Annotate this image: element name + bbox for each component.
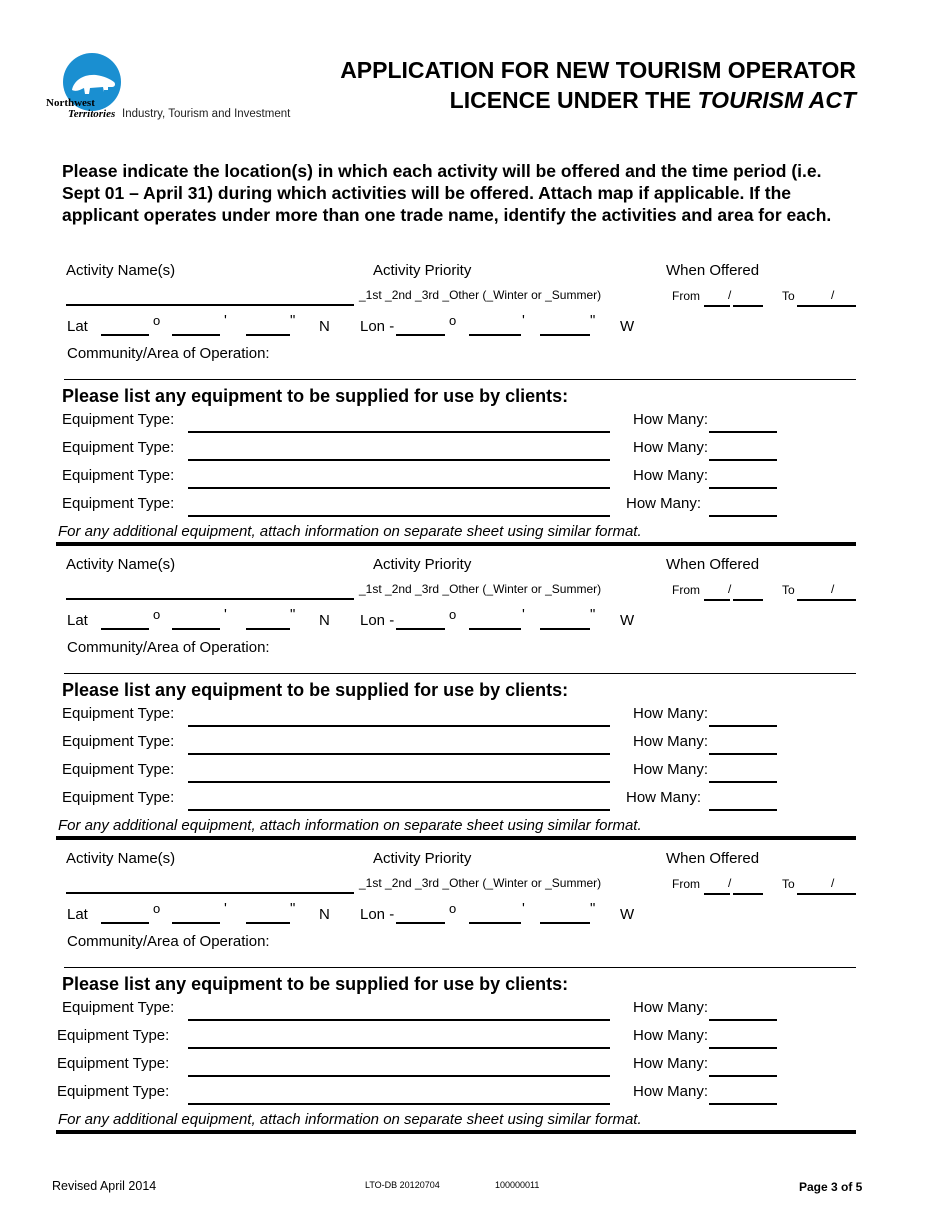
how-many-field[interactable] xyxy=(709,431,777,433)
activity-names-label: Activity Name(s) xyxy=(66,850,176,867)
lat-label: Lat xyxy=(67,906,88,923)
page-title-line2: LICENCE UNDER THE TOURISM ACT xyxy=(449,87,856,113)
equipment-type-field[interactable] xyxy=(188,781,610,783)
north-label: N xyxy=(319,906,330,923)
from-month-field[interactable] xyxy=(704,305,730,307)
lon-minute-symbol: ' xyxy=(522,312,525,329)
lat-minute-symbol: ' xyxy=(224,606,227,623)
community-label: Community/Area of Operation: xyxy=(67,639,270,656)
section-divider xyxy=(64,379,856,380)
lat-seconds-field[interactable] xyxy=(246,334,290,336)
lon-seconds-field[interactable] xyxy=(540,628,590,630)
when-offered-label: When Offered xyxy=(666,262,760,279)
equipment-type-label: Equipment Type: xyxy=(62,789,175,806)
how-many-field[interactable] xyxy=(709,753,777,755)
lat-degrees-field[interactable] xyxy=(101,628,149,630)
lat-degrees-field[interactable] xyxy=(101,922,149,924)
lon-second-symbol: " xyxy=(590,900,596,917)
equipment-type-label: Equipment Type: xyxy=(57,1083,170,1100)
activity-names-label: Activity Name(s) xyxy=(66,556,176,573)
equipment-type-field[interactable] xyxy=(188,753,610,755)
lat-minute-symbol: ' xyxy=(224,312,227,329)
form-code: LTO-DB 20120704 xyxy=(365,1180,440,1190)
equipment-type-field[interactable] xyxy=(188,1047,610,1049)
from-day-field[interactable] xyxy=(733,599,763,601)
equipment-type-field[interactable] xyxy=(188,459,610,461)
how-many-field[interactable] xyxy=(709,809,777,811)
lon-seconds-field[interactable] xyxy=(540,922,590,924)
how-many-label: How Many: xyxy=(633,1083,709,1100)
logo-text-territories: Territories xyxy=(68,108,116,120)
how-many-label: How Many: xyxy=(633,439,709,456)
activity-priority-label: Activity Priority xyxy=(373,556,472,573)
from-slash: / xyxy=(728,288,732,302)
to-month-field[interactable] xyxy=(797,599,833,601)
lat-second-symbol: " xyxy=(290,606,296,623)
logo xyxy=(44,52,304,128)
lat-degree-symbol: o xyxy=(153,313,161,328)
how-many-label: How Many: xyxy=(626,789,702,806)
west-label: W xyxy=(620,318,635,335)
how-many-label: How Many: xyxy=(633,1055,709,1072)
how-many-field[interactable] xyxy=(709,1047,777,1049)
to-slash: / xyxy=(831,288,835,302)
lon-seconds-field[interactable] xyxy=(540,334,590,336)
additional-equipment-note: For any additional equipment, attach information on separate sheet using similar format. xyxy=(58,523,642,540)
activity-priority-options: _1st _2nd _3rd _Other (_Winter or _Summer) xyxy=(359,288,602,302)
lat-label: Lat xyxy=(67,612,88,629)
equipment-heading: Please list any equipment to be supplied for use by clients: xyxy=(62,386,569,406)
equipment-type-label: Equipment Type: xyxy=(62,467,175,484)
equipment-type-label: Equipment Type: xyxy=(62,495,175,512)
equipment-type-field[interactable] xyxy=(188,725,610,727)
west-label: W xyxy=(620,906,635,923)
to-month-field[interactable] xyxy=(797,305,833,307)
equipment-type-field[interactable] xyxy=(188,515,610,517)
from-slash: / xyxy=(728,876,732,890)
west-label: W xyxy=(620,612,635,629)
revised-date: Revised April 2014 xyxy=(52,1179,157,1193)
from-month-field[interactable] xyxy=(704,599,730,601)
to-label: To xyxy=(782,877,795,891)
to-label: To xyxy=(782,289,795,303)
lon-degree-symbol: o xyxy=(449,607,457,622)
lon-label: Lon - xyxy=(360,612,395,629)
equipment-type-field[interactable] xyxy=(188,1103,610,1105)
how-many-field[interactable] xyxy=(709,1075,777,1077)
north-label: N xyxy=(319,318,330,335)
how-many-label: How Many: xyxy=(633,999,709,1016)
from-day-field[interactable] xyxy=(733,305,763,307)
lat-seconds-field[interactable] xyxy=(246,628,290,630)
activity-priority-label: Activity Priority xyxy=(373,850,472,867)
equipment-type-field[interactable] xyxy=(188,487,610,489)
lon-minutes-field[interactable] xyxy=(469,922,521,924)
activity-names-label: Activity Name(s) xyxy=(66,262,176,279)
lon-minute-symbol: ' xyxy=(522,900,525,917)
equipment-heading: Please list any equipment to be supplied for use by clients: xyxy=(62,974,569,994)
section-end-divider xyxy=(56,542,856,546)
lon-degree-symbol: o xyxy=(449,313,457,328)
how-many-field[interactable] xyxy=(709,725,777,727)
lon-degrees-field[interactable] xyxy=(396,334,445,336)
intro-instructions: Please indicate the location(s) in which each activity will be offered and the time period (i.e. Sept 01 – April 31) during which activities will be offered. Attach map if applicable. If the applicant operates under more than one trade name, identify the activities and area for each. xyxy=(62,161,832,225)
lat-minutes-field[interactable] xyxy=(172,628,220,630)
how-many-label: How Many: xyxy=(633,705,709,722)
lon-degrees-field[interactable] xyxy=(396,922,445,924)
to-day-field[interactable] xyxy=(833,599,856,601)
equipment-type-label: Equipment Type: xyxy=(62,411,175,428)
community-label: Community/Area of Operation: xyxy=(67,933,270,950)
how-many-label: How Many: xyxy=(633,761,709,778)
lon-minutes-field[interactable] xyxy=(469,628,521,630)
how-many-field[interactable] xyxy=(709,487,777,489)
how-many-label: How Many: xyxy=(626,495,702,512)
north-label: N xyxy=(319,612,330,629)
from-label: From xyxy=(672,289,700,303)
equipment-type-field[interactable] xyxy=(188,809,610,811)
when-offered-label: When Offered xyxy=(666,850,760,867)
activity-name-field[interactable] xyxy=(66,892,354,894)
equipment-type-label: Equipment Type: xyxy=(62,999,175,1016)
lat-seconds-field[interactable] xyxy=(246,922,290,924)
lat-degrees-field[interactable] xyxy=(101,334,149,336)
lon-degree-symbol: o xyxy=(449,901,457,916)
logo-text-northwest: Northwest xyxy=(46,97,95,109)
lon-degrees-field[interactable] xyxy=(396,628,445,630)
lon-label: Lon - xyxy=(360,906,395,923)
to-day-field[interactable] xyxy=(833,305,856,307)
from-month-field[interactable] xyxy=(704,893,730,895)
page-number: Page 3 of 5 xyxy=(799,1180,863,1194)
activity-priority-label: Activity Priority xyxy=(373,262,472,279)
equipment-type-field[interactable] xyxy=(188,1075,610,1077)
how-many-label: How Many: xyxy=(633,733,709,750)
equipment-type-label: Equipment Type: xyxy=(57,1055,170,1072)
how-many-field[interactable] xyxy=(709,1019,777,1021)
equipment-type-label: Equipment Type: xyxy=(62,733,175,750)
section-end-divider xyxy=(56,1130,856,1134)
to-day-field[interactable] xyxy=(833,893,856,895)
from-label: From xyxy=(672,877,700,891)
how-many-field[interactable] xyxy=(709,1103,777,1105)
to-label: To xyxy=(782,583,795,597)
section-divider xyxy=(64,967,856,968)
how-many-label: How Many: xyxy=(633,467,709,484)
activity-priority-options: _1st _2nd _3rd _Other (_Winter or _Summer) xyxy=(359,582,602,596)
equipment-type-label: Equipment Type: xyxy=(62,705,175,722)
activity-name-field[interactable] xyxy=(66,304,354,306)
lat-minute-symbol: ' xyxy=(224,900,227,917)
lat-second-symbol: " xyxy=(290,900,296,917)
lon-second-symbol: " xyxy=(590,312,596,329)
activity-name-field[interactable] xyxy=(66,598,354,600)
section-end-divider xyxy=(56,836,856,840)
to-slash: / xyxy=(831,582,835,596)
equipment-type-field[interactable] xyxy=(188,431,610,433)
lon-minutes-field[interactable] xyxy=(469,334,521,336)
lon-second-symbol: " xyxy=(590,606,596,623)
from-label: From xyxy=(672,583,700,597)
lat-degree-symbol: o xyxy=(153,901,161,916)
lon-minute-symbol: ' xyxy=(522,606,525,623)
from-day-field[interactable] xyxy=(733,893,763,895)
to-month-field[interactable] xyxy=(797,893,833,895)
how-many-label: How Many: xyxy=(633,411,709,428)
lat-minutes-field[interactable] xyxy=(172,922,220,924)
equipment-heading: Please list any equipment to be supplied for use by clients: xyxy=(62,680,569,700)
how-many-field[interactable] xyxy=(709,459,777,461)
when-offered-label: When Offered xyxy=(666,556,760,573)
how-many-label: How Many: xyxy=(633,1027,709,1044)
lat-degree-symbol: o xyxy=(153,607,161,622)
lat-label: Lat xyxy=(67,318,88,335)
additional-equipment-note: For any additional equipment, attach information on separate sheet using similar format. xyxy=(58,817,642,834)
equipment-type-label: Equipment Type: xyxy=(62,761,175,778)
form-number: 100000011 xyxy=(495,1180,540,1190)
equipment-type-field[interactable] xyxy=(188,1019,610,1021)
how-many-field[interactable] xyxy=(709,515,777,517)
lat-second-symbol: " xyxy=(290,312,296,329)
activity-priority-options: _1st _2nd _3rd _Other (_Winter or _Summer) xyxy=(359,876,602,890)
section-divider xyxy=(64,673,856,674)
equipment-type-label: Equipment Type: xyxy=(62,439,175,456)
to-slash: / xyxy=(831,876,835,890)
page-title-line1: APPLICATION FOR NEW TOURISM OPERATOR xyxy=(340,57,856,83)
equipment-type-label: Equipment Type: xyxy=(57,1027,170,1044)
department-name: Industry, Tourism and Investment xyxy=(122,108,291,120)
additional-equipment-note: For any additional equipment, attach information on separate sheet using similar format. xyxy=(58,1111,642,1128)
lon-label: Lon - xyxy=(360,318,395,335)
lat-minutes-field[interactable] xyxy=(172,334,220,336)
how-many-field[interactable] xyxy=(709,781,777,783)
community-label: Community/Area of Operation: xyxy=(67,345,270,362)
from-slash: / xyxy=(728,582,732,596)
